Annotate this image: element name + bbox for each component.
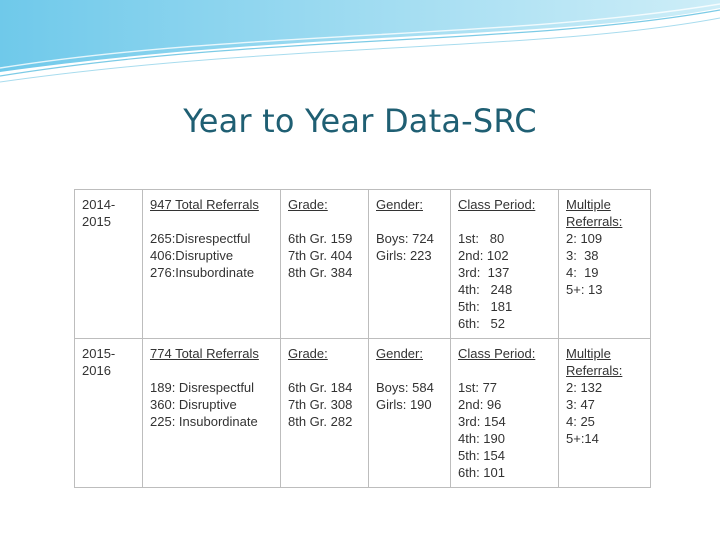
class-period-value: 3rd: 154	[458, 414, 506, 429]
year-label: 2014-2015	[82, 197, 116, 229]
gender-header: Gender:	[376, 197, 423, 212]
table-row	[75, 190, 651, 339]
referrals-total: 947 Total Referrals	[150, 197, 259, 212]
grade-cell	[281, 190, 369, 339]
decorative-swoosh-graphic	[0, 0, 720, 90]
class-period-cell	[451, 339, 559, 488]
class-period-value: 6th: 52	[458, 316, 505, 331]
class-period-value: 1st: 77	[458, 380, 498, 395]
gender-value: Girls: 190	[376, 397, 432, 412]
class-period-header: Class Period:	[458, 346, 536, 361]
referral-type: 360: Disruptive	[150, 397, 237, 412]
year-cell	[75, 190, 143, 339]
class-period-value: 6th: 101	[458, 465, 505, 480]
multiple-referrals-value: 5+: 13	[566, 282, 603, 297]
grade-value: 7th Gr. 404	[288, 248, 353, 263]
table-row	[75, 339, 651, 488]
gender-value: Girls: 223	[376, 248, 432, 263]
grade-cell	[281, 339, 369, 488]
gender-value: Boys: 724	[376, 231, 434, 246]
multiple-referrals-value: 3: 38	[566, 248, 599, 263]
class-period-value: 1st: 80	[458, 231, 505, 246]
multiple-referrals-value: 2: 109	[566, 231, 603, 246]
gender-cell	[369, 339, 451, 488]
multiple-referrals-header: Multiple Referrals:	[566, 346, 623, 378]
referral-data-table	[74, 189, 651, 488]
multiple-referrals-value: 5+:14	[566, 431, 599, 446]
grade-value: 6th Gr. 184	[288, 380, 353, 395]
gender-value: Boys: 584	[376, 380, 434, 395]
year-label: 2015-2016	[82, 346, 116, 378]
multiple-referrals-header: Multiple Referrals:	[566, 197, 623, 229]
class-period-value: 5th: 154	[458, 448, 505, 463]
referral-type: 225: Insubordinate	[150, 414, 258, 429]
class-period-value: 4th: 248	[458, 282, 513, 297]
referral-type: 265:Disrespectful	[150, 231, 251, 246]
referral-type: 276:Insubordinate	[150, 265, 255, 280]
grade-value: 6th Gr. 159	[288, 231, 353, 246]
class-period-cell	[451, 190, 559, 339]
class-period-header: Class Period:	[458, 197, 536, 212]
class-period-value: 3rd: 137	[458, 265, 510, 280]
class-period-value: 2nd: 102	[458, 248, 509, 263]
class-period-value: 4th: 190	[458, 431, 505, 446]
grade-value: 8th Gr. 384	[288, 265, 353, 280]
multiple-referrals-cell	[559, 339, 651, 488]
grade-value: 7th Gr. 308	[288, 397, 353, 412]
multiple-referrals-cell	[559, 190, 651, 339]
grade-header: Grade:	[288, 197, 328, 212]
multiple-referrals-value: 4: 19	[566, 265, 599, 280]
gender-cell	[369, 190, 451, 339]
page-title: Year to Year Data-SRC	[183, 102, 537, 140]
class-period-value: 2nd: 96	[458, 397, 502, 412]
grade-value: 8th Gr. 282	[288, 414, 353, 429]
referrals-cell	[143, 339, 281, 488]
referral-type: 406:Disruptive	[150, 248, 234, 263]
referrals-cell	[143, 190, 281, 339]
class-period-value: 5th: 181	[458, 299, 513, 314]
gender-header: Gender:	[376, 346, 423, 361]
multiple-referrals-value: 2: 132	[566, 380, 603, 395]
referral-type: 189: Disrespectful	[150, 380, 255, 395]
year-cell	[75, 339, 143, 488]
grade-header: Grade:	[288, 346, 328, 361]
multiple-referrals-value: 4: 25	[566, 414, 595, 429]
multiple-referrals-value: 3: 47	[566, 397, 595, 412]
referrals-total: 774 Total Referrals	[150, 346, 259, 361]
